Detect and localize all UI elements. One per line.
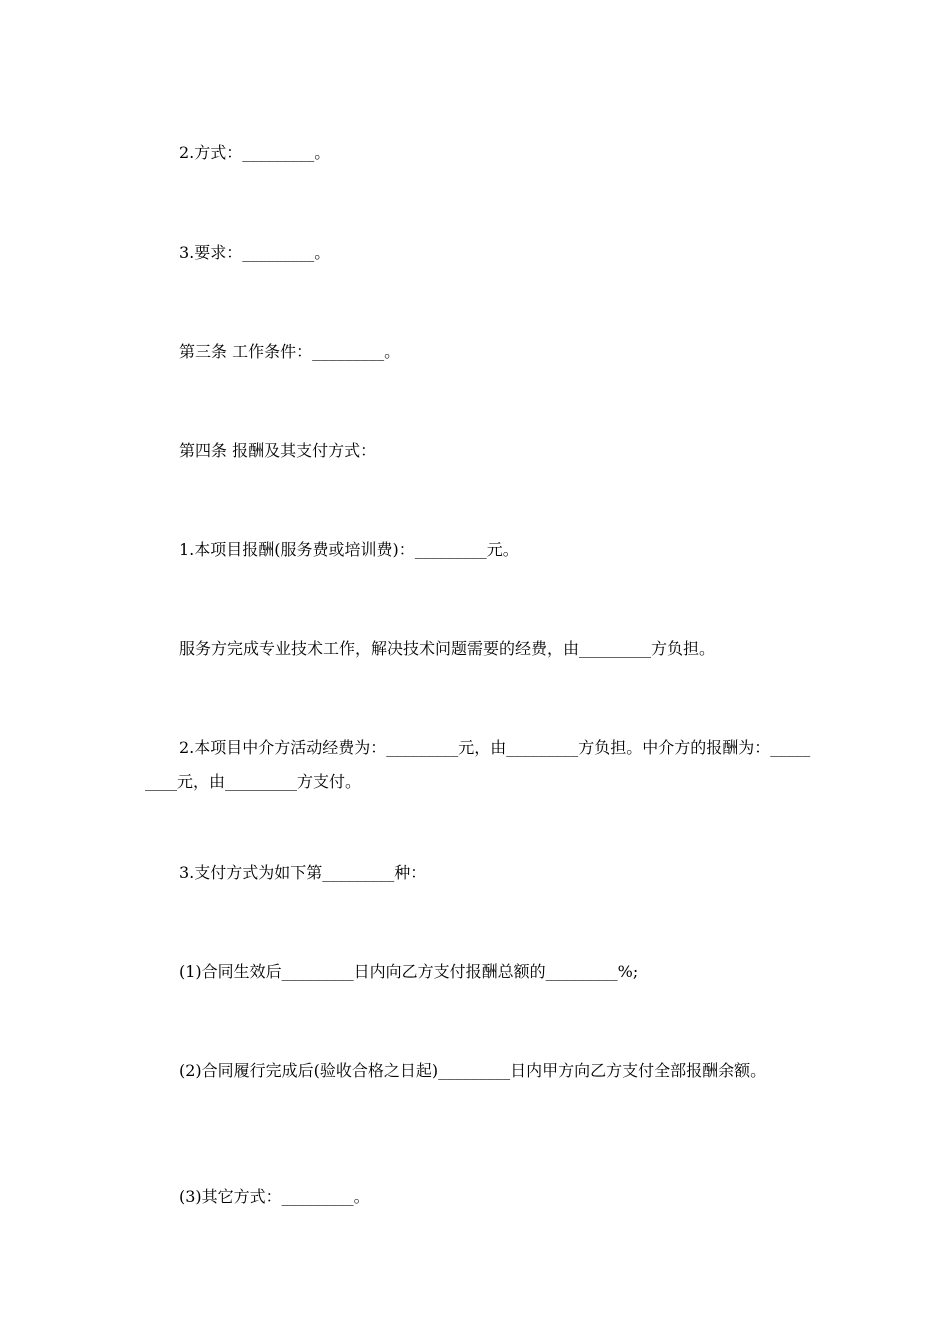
clause-method: 2.方式：_________。 xyxy=(179,143,331,162)
clause-intermediary-fees: 2.本项目中介方活动经费为：_________元，由_________方负担。中介方的报酬为：_________元，由_________方支付。 xyxy=(145,738,811,791)
payment-option-3: (3)其它方式：_________。 xyxy=(179,1187,370,1206)
article-three-working-conditions: 第三条 工作条件：_________。 xyxy=(179,342,401,361)
payment-option-2: (2)合同履行完成后(验收合格之日起)_________日内甲方向乙方支付全部报酬余额。 xyxy=(179,1061,767,1080)
clause-payment-method: 3.支付方式为如下第_________种： xyxy=(179,863,427,882)
clause-requirement: 3.要求：_________。 xyxy=(179,243,331,262)
clause-project-fee: 1.本项目报酬(服务费或培训费)：_________元。 xyxy=(179,540,519,559)
payment-option-1: (1)合同生效后_________日内向乙方支付报酬总额的_________%; xyxy=(179,962,639,981)
clause-service-expenses: 服务方完成专业技术工作，解决技术问题需要的经费，由_________方负担。 xyxy=(179,639,716,658)
article-four-heading: 第四条 报酬及其支付方式： xyxy=(179,441,377,460)
